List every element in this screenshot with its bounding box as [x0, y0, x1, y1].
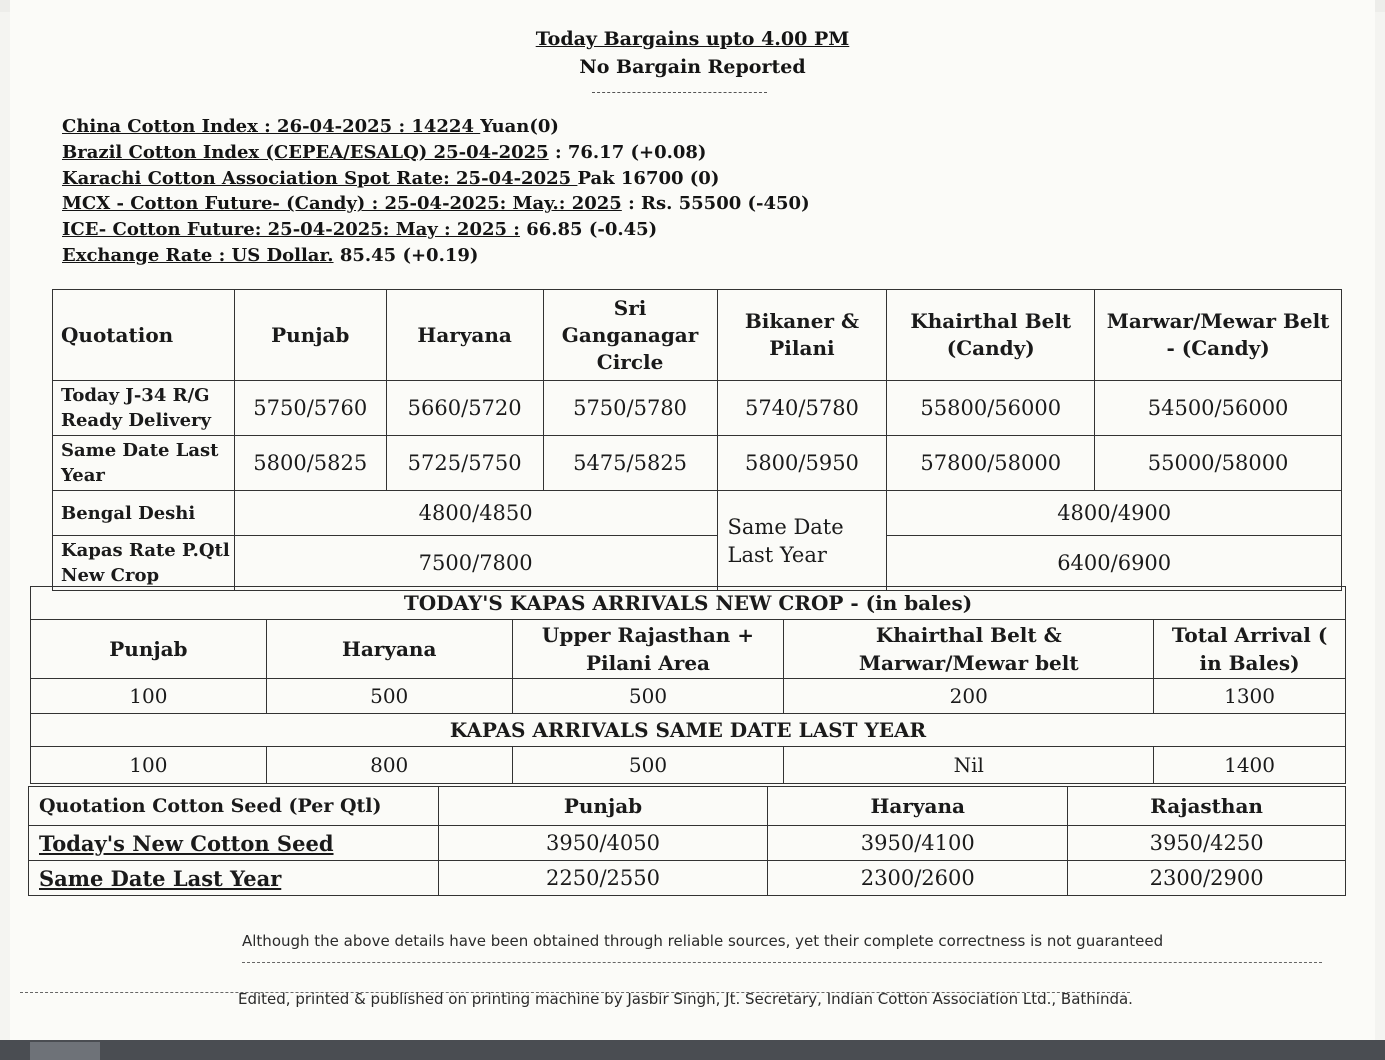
table-cell: 3950/4050: [438, 826, 768, 861]
index-label: Exchange Rate : US Dollar.: [62, 244, 334, 266]
table-cell: 55800/56000: [887, 381, 1095, 436]
karachi-spot-rate: [62, 166, 810, 192]
table-cell: 3950/4250: [1068, 826, 1346, 861]
table-cell: 2250/2550: [438, 861, 768, 896]
arrivals-title-row: [31, 587, 1346, 620]
table-cell: 500: [266, 679, 512, 714]
table-row: [53, 536, 1342, 591]
table-cell: 200: [784, 679, 1154, 714]
ice-cotton-future: [62, 217, 810, 243]
table-cell: 2300/2900: [1068, 861, 1346, 896]
arrivals-table: [30, 586, 1346, 784]
table-cell: 7500/7800: [234, 536, 717, 591]
table-cell: 54500/56000: [1095, 381, 1342, 436]
column-header: Khairthal Belt & Marwar/Mewar belt: [784, 620, 1154, 679]
index-label: Brazil Cotton Index (CEPEA/ESALQ) 25-04-2025: [62, 141, 549, 163]
index-label: Karachi Cotton Association Spot Rate: 25-04-2025: [62, 167, 578, 189]
row-label: Same Date Last Year: [53, 436, 235, 491]
index-value: : 76.17 (+0.08): [548, 141, 707, 163]
index-value: 66.85 (-0.45): [519, 219, 658, 241]
arrivals-header-row: [31, 620, 1346, 679]
quotation-header-row: [53, 290, 1342, 381]
column-header: Total Arrival ( in Bales): [1154, 620, 1346, 679]
footer-divider: [242, 962, 1322, 963]
table-row: [31, 679, 1346, 714]
taskbar-button[interactable]: [30, 1042, 100, 1060]
table-cell: 500: [512, 679, 784, 714]
disclaimer-text: Although the above details have been obtained through reliable sources, yet their complete correctness is not guaranteed: [242, 932, 1164, 950]
row-label: Same Date Last Year: [29, 861, 439, 896]
arrivals-title: TODAY'S KAPAS ARRIVALS NEW CROP - (in bales): [31, 587, 1346, 620]
index-value: Pak 16700 (0): [577, 167, 720, 189]
mcx-cotton-future: [62, 191, 810, 217]
table-cell: 100: [31, 679, 267, 714]
china-cotton-index: [62, 114, 810, 140]
table-row: [29, 861, 1346, 896]
table-cell: 5800/5825: [234, 436, 386, 491]
table-cell: 4800/4900: [887, 491, 1342, 536]
column-header: Punjab: [234, 290, 386, 381]
taskbar: [0, 1040, 1385, 1060]
table-cell: 5725/5750: [386, 436, 543, 491]
publisher-text: Edited, printed & published on printing machine by Jasbir Singh, Jt. Secretary, Indian Cotton Association Ltd., Bathinda.: [238, 990, 1133, 1008]
table-row: [31, 747, 1346, 784]
table-cell: 800: [266, 747, 512, 784]
index-value: : Rs. 55500 (-450): [621, 193, 810, 215]
column-header: Sri Ganganagar Circle: [543, 290, 717, 381]
title-divider: [592, 92, 767, 93]
exchange-rate: [62, 243, 810, 269]
same-date-label: Same Date Last Year: [717, 491, 887, 591]
column-header: Khairthal Belt (Candy): [887, 290, 1095, 381]
table-row: [29, 826, 1346, 861]
column-header: Punjab: [31, 620, 267, 679]
table-cell: 2300/2600: [768, 861, 1068, 896]
column-header: Bikaner & Pilani: [717, 290, 887, 381]
table-row: [53, 491, 1342, 536]
column-header: Marwar/Mewar Belt - (Candy): [1095, 290, 1342, 381]
brazil-cotton-index: [62, 140, 810, 166]
table-cell: 5475/5825: [543, 436, 717, 491]
table-cell: 5660/5720: [386, 381, 543, 436]
row-label: Bengal Deshi: [53, 491, 235, 536]
table-cell: Nil: [784, 747, 1154, 784]
column-header: Punjab: [438, 787, 768, 826]
column-header: Haryana: [386, 290, 543, 381]
table-cell: 500: [512, 747, 784, 784]
row-label: Kapas Rate P.Qtl New Crop: [53, 536, 235, 591]
table-cell: 57800/58000: [887, 436, 1095, 491]
table-cell: 3950/4100: [768, 826, 1068, 861]
seed-title: Quotation Cotton Seed (Per Qtl): [29, 787, 439, 826]
table-cell: 5750/5760: [234, 381, 386, 436]
index-label: China Cotton Index : 26-04-2025 : 14224: [62, 116, 481, 137]
index-label: ICE- Cotton Future: 25-04-2025: May : 2025 :: [62, 219, 520, 241]
page-subtitle: No Bargain Reported: [579, 56, 806, 78]
seed-header-row: [29, 787, 1346, 826]
table-cell: 4800/4850: [234, 491, 717, 536]
table-cell: 100: [31, 747, 267, 784]
column-header: Quotation: [53, 290, 235, 381]
table-row: [53, 436, 1342, 491]
last-year-title: KAPAS ARRIVALS SAME DATE LAST YEAR: [31, 714, 1346, 747]
index-label: MCX - Cotton Future- (Candy) : 25-04-2025: May.: 2025: [62, 193, 622, 215]
quotation-table: [52, 289, 1342, 591]
column-header: Upper Rajasthan + Pilani Area: [512, 620, 784, 679]
table-cell: 5800/5950: [717, 436, 887, 491]
index-list: [62, 114, 810, 269]
column-header: Rajasthan: [1068, 787, 1346, 826]
row-label: Today J-34 R/G Ready Delivery: [53, 381, 235, 436]
table-cell: 55000/58000: [1095, 436, 1342, 491]
page-title: Today Bargains upto 4.00 PM: [535, 28, 850, 50]
total-cell: 1300: [1154, 679, 1346, 714]
table-cell: 5750/5780: [543, 381, 717, 436]
table-row: [53, 381, 1342, 436]
total-cell: 1400: [1154, 747, 1346, 784]
table-cell: 6400/6900: [887, 536, 1342, 591]
index-value: 85.45 (+0.19): [333, 244, 479, 266]
table-cell: 5740/5780: [717, 381, 887, 436]
arrivals-subtitle-row: [31, 714, 1346, 747]
row-label: Today's New Cotton Seed: [29, 826, 439, 861]
cotton-seed-table: [28, 786, 1346, 896]
column-header: Haryana: [768, 787, 1068, 826]
index-value: Yuan(0): [480, 116, 559, 137]
column-header: Haryana: [266, 620, 512, 679]
